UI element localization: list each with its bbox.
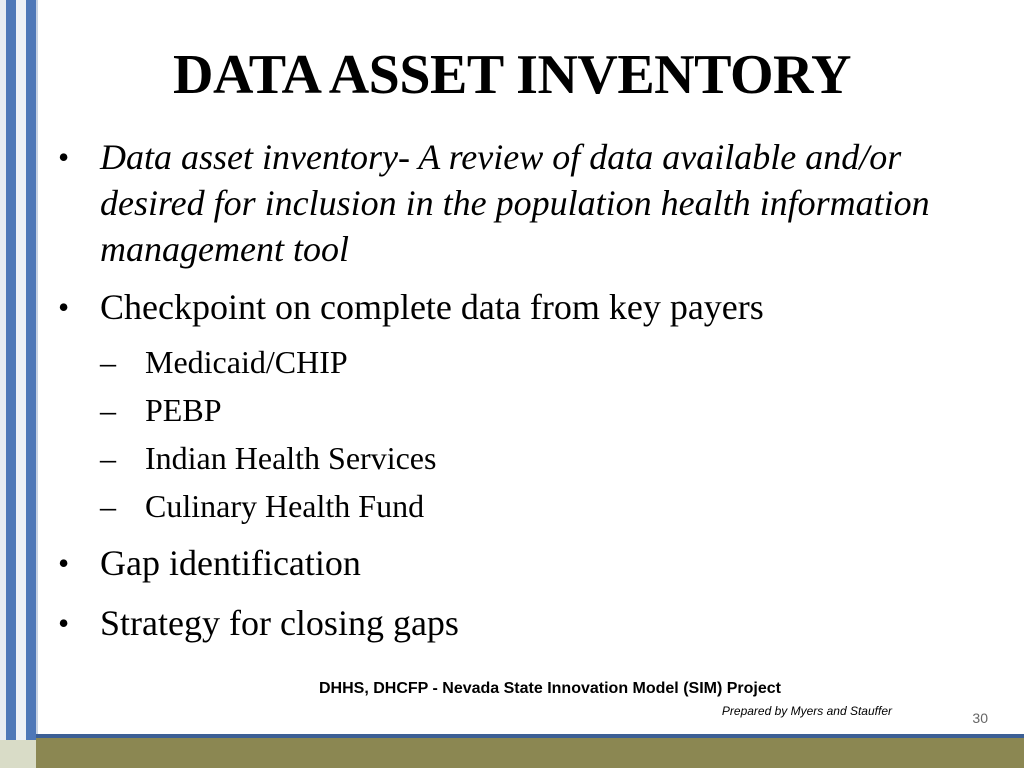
subitem-text: Culinary Health Fund xyxy=(145,488,425,524)
bullet-text: Data asset inventory- A review of data available and/or desired for inclusion in the population health information management tool xyxy=(100,137,930,269)
dash-icon: – xyxy=(100,488,116,524)
left-bar-inner xyxy=(26,0,36,740)
bottom-corner xyxy=(0,740,36,768)
bullet-text: Gap identification xyxy=(100,543,361,583)
bullet-data-asset-inventory xyxy=(58,134,978,272)
dash-icon: – xyxy=(100,392,116,428)
bullet-text: Strategy for closing gaps xyxy=(100,603,459,643)
bullet-strategy xyxy=(58,600,978,646)
bullet-icon: • xyxy=(58,289,70,325)
bottom-band xyxy=(36,738,1024,768)
page-number: 30 xyxy=(972,710,988,726)
slide-content xyxy=(58,134,978,646)
slide-title: DATA ASSET INVENTORY xyxy=(173,44,851,106)
bullet-icon: • xyxy=(58,545,70,581)
subitem-medicaid-chip xyxy=(58,338,978,386)
bullet-icon: • xyxy=(58,605,70,641)
dash-icon: – xyxy=(100,440,116,476)
bullet-checkpoint xyxy=(58,284,978,330)
subitem-pebp xyxy=(58,386,978,434)
left-bar-gap xyxy=(16,0,26,740)
left-bar-edge xyxy=(36,0,38,740)
bullet-icon: • xyxy=(58,139,70,175)
left-bar-outer xyxy=(6,0,16,740)
subitem-text: Medicaid/CHIP xyxy=(145,344,348,380)
bullet-text: Checkpoint on complete data from key payers xyxy=(100,287,764,327)
footer-project: DHHS, DHCFP - Nevada State Innovation Model (SIM) Project xyxy=(319,680,781,697)
prepared-by: Prepared by Myers and Stauffer xyxy=(721,704,892,718)
bullet-gap-identification xyxy=(58,540,978,586)
subitem-indian-health-services xyxy=(58,434,978,482)
subitem-culinary-health-fund xyxy=(58,482,978,530)
subitem-text: Indian Health Services xyxy=(145,440,437,476)
dash-icon: – xyxy=(100,344,116,380)
subitem-text: PEBP xyxy=(145,392,222,428)
